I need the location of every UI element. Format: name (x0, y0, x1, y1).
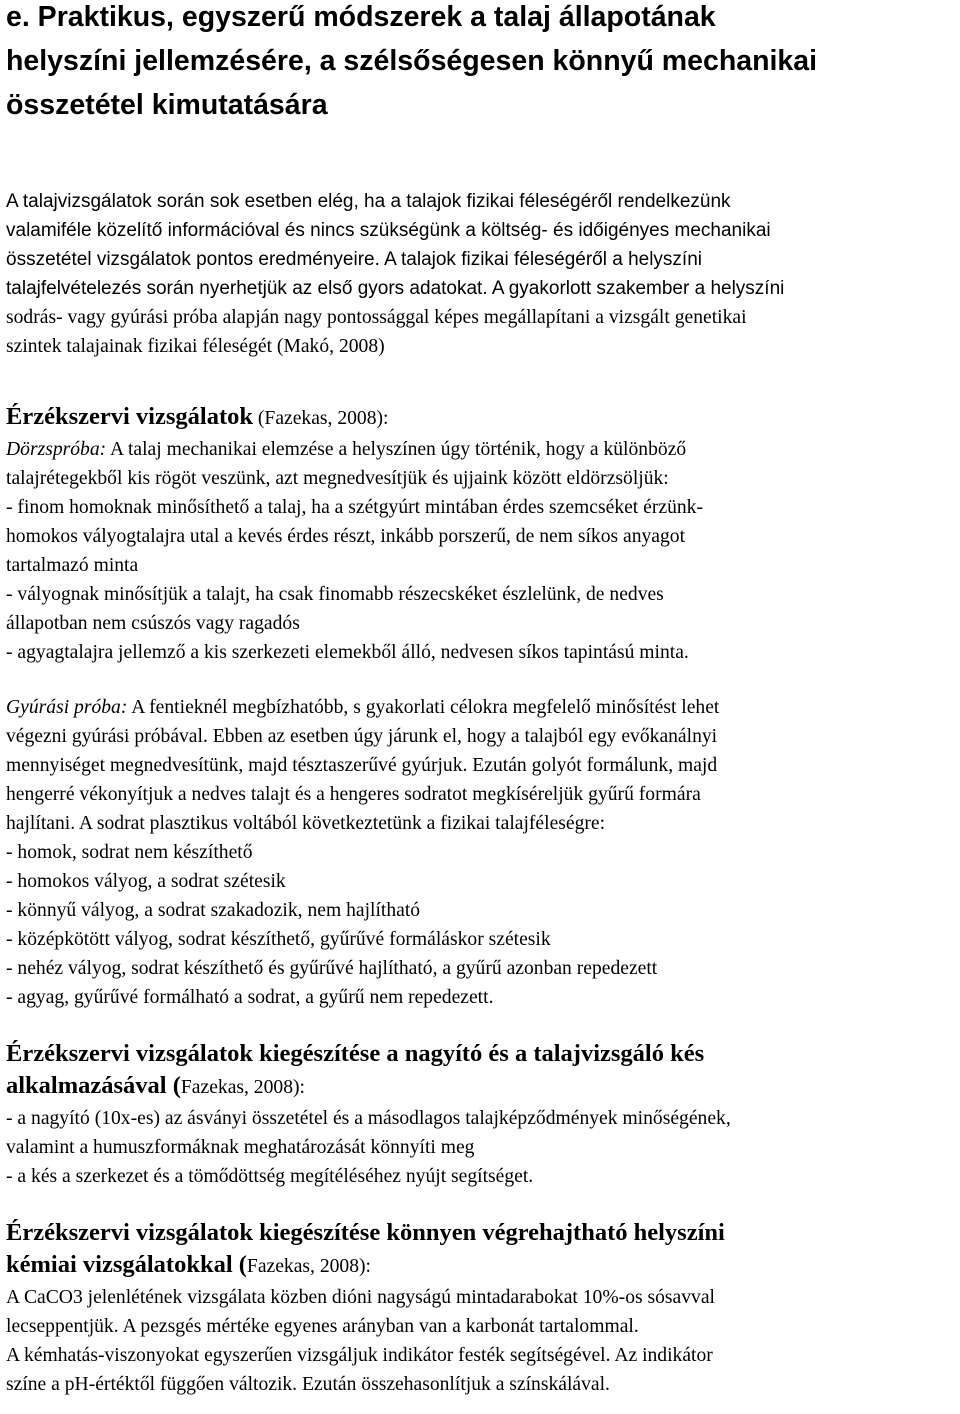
list-item: - a kés a szerkezet és a tömődöttség megítéléséhez nyújt segítséget. (6, 1166, 534, 1187)
title-line: helyszíni jellemzésére, a szélsőségesen könnyű mechanikai (6, 45, 818, 77)
list-item: - középkötött vályog, sodrat készíthető, gyűrűvé formáláskor szétesik (6, 929, 551, 950)
body-line (6, 435, 956, 464)
body-line: A kémhatás-viszonyokat egyszerűen vizsgáljuk indikátor festék segítségével. Az indikátor (6, 1345, 713, 1366)
section-kneading-test (6, 693, 956, 1012)
intro-line: valamiféle közelítő információval és nincs szükségünk a költség- és időigényes mechanikai (6, 220, 771, 241)
section-heading-text: Érzékszervi vizsgálatok (6, 403, 253, 430)
section-chemical-tests (6, 1217, 956, 1399)
section-heading-line (6, 1249, 956, 1283)
section-heading-line: Érzékszervi vizsgálatok kiegészítése a nagyító és a talajvizsgáló kés (6, 1040, 705, 1067)
title-line: e. Praktikus, egyszerű módszerek a talaj állapotának (6, 1, 716, 33)
section-heading (6, 1038, 956, 1104)
body-text: A fentieknél megbízhatóbb, s gyakorlati célokra megfelelő minősítést lehet (127, 697, 720, 718)
section-body (6, 1104, 956, 1191)
section-sensory (6, 401, 956, 667)
list-item: - a nagyító (10x-es) az ásványi összetétel és a másodlagos talajképződmények minőségének, (6, 1108, 731, 1129)
section-body (6, 435, 956, 667)
body-line: hajlítani. A sodrat plasztikus voltából következtetünk a fizikai talajféleségre: (6, 813, 606, 834)
list-item: valamint a humuszformáknak meghatározását könnyíti meg (6, 1137, 475, 1158)
body-line: tartalmazó minta (6, 555, 139, 576)
body-line (6, 693, 956, 722)
body-line: színe a pH-értéktől függően változik. Ezután összehasonlítjuk a színskálával. (6, 1374, 610, 1395)
citation: Fazekas, 2008): (246, 1256, 371, 1277)
citation: Fazekas, 2008): (180, 1077, 305, 1098)
section-heading (6, 1217, 956, 1283)
intro-line: A talajvizsgálatok során sok esetben elég, ha a talajok fizikai féleségéről rendelkezünk (6, 191, 731, 212)
section-heading-text: alkalmazásával ( (6, 1072, 181, 1099)
citation: (Fazekas, 2008): (253, 408, 389, 429)
section-heading (6, 401, 956, 435)
title-line: összetétel kimutatására (6, 89, 328, 121)
list-item: - agyag, gyűrűvé formálható a sodrat, a gyűrű nem repedezett. (6, 987, 494, 1008)
body-line: - agyagtalajra jellemző a kis szerkezeti elemekből álló, nedvesen síkos tapintású minta. (6, 642, 689, 663)
page-title (6, 0, 956, 127)
list-item: - homok, sodrat nem készíthető (6, 842, 253, 863)
body-line: állapotban nem csúszós vagy ragadós (6, 613, 300, 634)
document-page (6, 0, 956, 1399)
gyurasi-proba-label: Gyúrási próba: (6, 697, 128, 718)
list-item: - homokos vályog, a sodrat szétesik (6, 871, 286, 892)
dorzsproba-label: Dörzspróba: (6, 439, 107, 460)
list-item: - könnyű vályog, a sodrat szakadozik, nem hajlítható (6, 900, 421, 921)
body-line: végezni gyúrási próbával. Ebben az esetben úgy járunk el, hogy a talajból egy evőkanálnyi (6, 726, 718, 747)
section-body (6, 1283, 956, 1399)
intro-line: talajfelvételezés során nyerhetjük az első gyors adatokat. A gyakorlott szakember a helyszíni (6, 278, 785, 299)
intro-line: összetétel vizsgálatok pontos eredményeire. A talajok fizikai féleségéről a helyszíni (6, 249, 702, 270)
section-magnifier-knife (6, 1038, 956, 1191)
body-line: hengerré vékonyítjuk a nedves talajt és a hengeres sodratot megkíséreljük gyűrű formára (6, 784, 701, 805)
body-text: A talaj mechanikai elemzése a helyszínen úgy történik, hogy a különböző (106, 439, 687, 460)
body-line: A CaCO3 jelenlétének vizsgálata közben dióni nagyságú mintadarabokat 10%-os sósavval (6, 1287, 715, 1308)
body-line: lecseppentjük. A pezsgés mértéke egyenes arányban van a karbonát tartalommal. (6, 1316, 639, 1337)
intro-line: szintek talajainak fizikai féleségét (Makó, 2008) (6, 336, 385, 357)
body-line: mennyiséget megnedvesítünk, majd tésztaszerűvé gyúrjuk. Ezután golyót formálunk, majd (6, 755, 718, 776)
intro-line: sodrás- vagy gyúrási próba alapján nagy pontossággal képes megállapítani a vizsgált genetikai (6, 307, 747, 328)
intro-paragraph (6, 187, 956, 361)
section-heading-text: kémiai vizsgálatokkal ( (6, 1251, 247, 1278)
body-line: - finom homoknak minősíthető a talaj, ha a szétgyúrt mintában érdes szemcséket érzünk- (6, 497, 703, 518)
list-item: - nehéz vályog, sodrat készíthető és gyűrűvé hajlítható, a gyűrű azonban repedezett (6, 958, 658, 979)
body-line: talajrétegekből kis rögöt veszünk, azt megnedvesítjük és ujjaink között eldörzsöljük: (6, 468, 669, 489)
body-line: - vályognak minősítjük a talajt, ha csak finomabb részecskéket észlelünk, de nedves (6, 584, 664, 605)
body-line: homokos vályogtalajra utal a kevés érdes részt, inkább porszerű, de nem síkos anyagot (6, 526, 686, 547)
section-heading-line: Érzékszervi vizsgálatok kiegészítése könnyen végrehajtható helyszíni (6, 1219, 725, 1246)
section-heading-line (6, 1070, 956, 1104)
